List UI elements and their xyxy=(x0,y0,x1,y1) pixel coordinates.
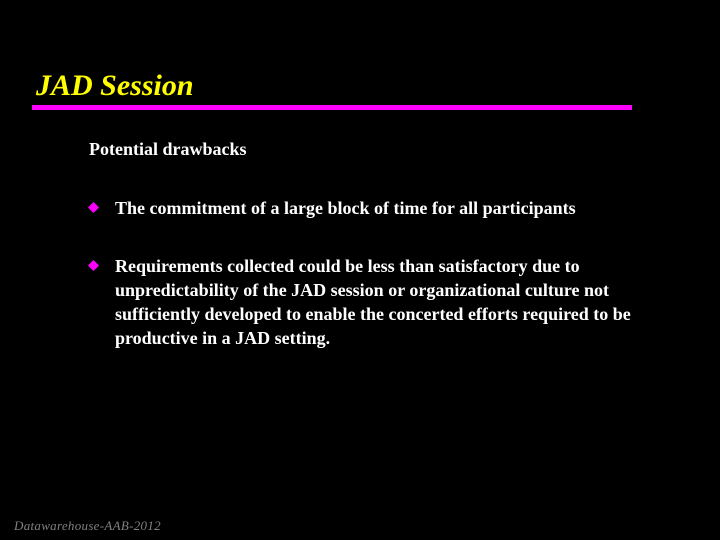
slide-title: JAD Session xyxy=(36,69,194,102)
diamond-bullet-icon xyxy=(88,260,99,271)
section-heading: Potential drawbacks xyxy=(89,139,247,159)
footer-label: Datawarehouse-AAB-2012 xyxy=(14,518,161,533)
bullet-text: The commitment of a large block of time for all participants xyxy=(115,198,576,218)
title-underline xyxy=(32,105,632,110)
diamond-bullet-icon xyxy=(88,202,99,213)
bullet-text: Requirements collected could be less than satisfactory due to unpredictability of the JAD session or organizational culture not sufficiently developed to enable the concerted efforts required to be productive in a JAD setting. xyxy=(115,256,631,348)
